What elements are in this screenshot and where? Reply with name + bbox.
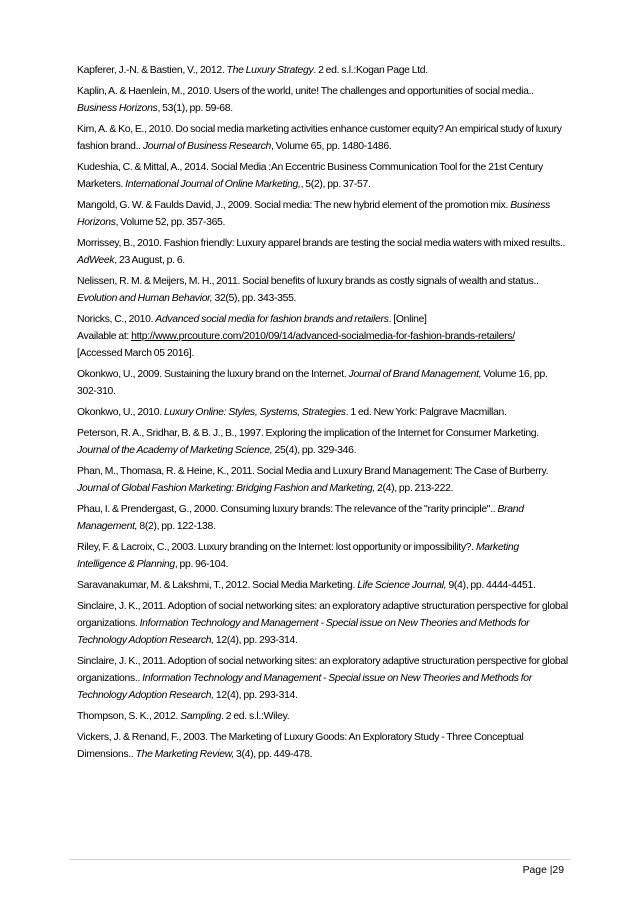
reference-text: Okonkwo, U., 2010. xyxy=(77,407,164,418)
reference-source-title: Sampling xyxy=(180,711,222,722)
reference-entry xyxy=(77,539,569,573)
reference-list xyxy=(77,62,569,767)
accessed-date: [Accessed March 05 2016]. xyxy=(77,348,194,359)
reference-entry xyxy=(77,83,569,117)
reference-source-title: Journal of Brand Management, xyxy=(348,369,482,380)
reference-entry xyxy=(77,197,569,231)
reference-entry xyxy=(77,577,569,594)
reference-details: , 23 August, p. 6. xyxy=(114,255,185,266)
reference-entry xyxy=(77,729,569,763)
reference-entry xyxy=(77,463,569,497)
reference-details: . 2 ed. s.l.:Wiley. xyxy=(221,711,290,722)
reference-text: Noricks, C., 2010. xyxy=(77,314,156,325)
reference-entry xyxy=(77,404,569,421)
reference-source-title: AdWeek xyxy=(77,255,115,266)
reference-details: 12(4), pp. 293-314. xyxy=(213,635,298,646)
reference-source-title: Business Horizons xyxy=(77,200,550,228)
reference-text: Phau, I. & Prendergast, G., 2000. Consuming luxury brands: The relevance of the "rarity principle".. xyxy=(77,504,498,515)
page-number: Page |29 xyxy=(522,865,564,876)
reference-details: 32(5), pp. 343-355. xyxy=(212,293,297,304)
reference-text: Kaplin, A. & Haenlein, M., 2010. Users of the world, unite! The challenges and opportunities of social media.. xyxy=(77,86,534,97)
reference-text: Kim, A. & Ko, E., 2010. Do social media marketing activities enhance customer equity? An empirical study of luxury fashion brand.. xyxy=(77,124,562,152)
reference-details: , 5(2), pp. 37-57. xyxy=(300,179,371,190)
reference-details: 3(4), pp. 449-478. xyxy=(233,749,313,760)
reference-entry xyxy=(77,366,569,400)
reference-details: , pp. 96-104. xyxy=(174,559,229,570)
reference-details: 9(4), pp. 4444-4451. xyxy=(446,580,536,591)
reference-details: , Volume 65, pp. 1480-1486. xyxy=(270,141,392,152)
reference-text: Sinclaire, J. K., 2011. Adoption of social networking sites: an exploratory adaptive structuration perspective for global organizations.. xyxy=(77,656,568,684)
reference-details: 25(4), pp. 329-346. xyxy=(272,445,357,456)
reference-entry xyxy=(77,62,569,79)
reference-entry xyxy=(77,653,569,704)
reference-details: 12(4), pp. 293-314. xyxy=(213,690,298,701)
reference-details: 8(2), pp. 122-138. xyxy=(137,521,216,532)
reference-text: Peterson, R. A., Sridhar, B. & B. J., B., 1997. Exploring the implication of the Internet for Consumer Marketing. xyxy=(77,428,539,439)
reference-text: Phan, M., Thomasa, R. & Heine, K., 2011. Social Media and Luxury Brand Management: The Case of Burberry. xyxy=(77,466,549,477)
reference-source-title: Evolution and Human Behavior, xyxy=(77,293,213,304)
reference-details: , 53(1), pp. 59-68. xyxy=(157,103,233,114)
reference-details: Volume 16, pp. 302-310. xyxy=(77,369,548,397)
reference-text: Saravanakumar, M. & Lakshmi, T., 2012. Social Media Marketing. xyxy=(77,580,358,591)
reference-text: Thompson, S. K., 2012. xyxy=(77,711,181,722)
reference-details: . 1 ed. New York: Palgrave Macmillan. xyxy=(345,407,507,418)
reference-source-title: Journal of Business Research xyxy=(142,141,271,152)
reference-entry xyxy=(77,311,569,362)
reference-source-title: Journal of the Academy of Marketing Science, xyxy=(77,445,273,456)
reference-text: Okonkwo, U., 2009. Sustaining the luxury brand on the Internet. xyxy=(77,369,349,380)
reference-source-title: Information Technology and Management - Special issue on New Theories and Methods for Technology Adoption Research, xyxy=(77,618,530,646)
reference-source-title: Journal of Global Fashion Marketing: Bridging Fashion and Marketing, xyxy=(77,483,375,494)
reference-source-title: Life Science Journal, xyxy=(357,580,447,591)
reference-entry xyxy=(77,273,569,307)
reference-details: 2(4), pp. 213-222. xyxy=(374,483,454,494)
reference-source-title: Marketing Intelligence & Planning xyxy=(77,542,519,570)
reference-entry xyxy=(77,235,569,269)
reference-source-title: Information Technology and Management - Special issue on New Theories and Methods for Technology Adoption Research, xyxy=(77,673,532,701)
footer-divider xyxy=(70,859,570,860)
reference-source-title: The Luxury Strategy xyxy=(226,65,314,76)
reference-text: Mangold, G. W. & Faulds David, J., 2009. Social media: The new hybrid element of the promotion mix. xyxy=(77,200,511,211)
reference-text: Morrissey, B., 2010. Fashion friendly: Luxury apparel brands are testing the social media waters with mixed results.. xyxy=(77,238,566,249)
reference-source-title: Brand Management, xyxy=(77,504,524,532)
reference-text: Kapferer, J.-N. & Bastien, V., 2012. xyxy=(77,65,227,76)
reference-source-title: The Marketing Review, xyxy=(135,749,234,760)
reference-entry xyxy=(77,425,569,459)
reference-entry xyxy=(77,708,569,725)
reference-details: . [Online] xyxy=(388,314,427,325)
reference-text: Nelissen, R. M. & Meijers, M. H., 2011. Social benefits of luxury brands as costly signals of wealth and status.. xyxy=(77,276,539,287)
reference-entry xyxy=(77,159,569,193)
reference-text: Kudeshia, C. & Mittal, A., 2014. Social Media :An Eccentric Business Communication Tool for the 21st Century Marketers. xyxy=(77,162,543,190)
reference-text: Sinclaire, J. K., 2011. Adoption of social networking sites: an exploratory adaptive structuration perspective for global organizations. xyxy=(77,601,568,629)
reference-source-title: Advanced social media for fashion brands and retailers xyxy=(155,314,389,325)
reference-text: Riley, F. & Lacroix, C., 2003. Luxury branding on the Internet: lost opportunity or impossibility?. xyxy=(77,542,476,553)
reference-source-title: Luxury Online: Styles, Systems, Strategies xyxy=(163,407,346,418)
reference-source-title: International Journal of Online Marketing, xyxy=(125,179,301,190)
reference-source-title: Business Horizons xyxy=(77,103,158,114)
reference-url-link[interactable]: http://www.prcouture.com/2010/09/14/advanced-socialmedia-for-fashion-brands-retailers/ xyxy=(131,331,515,342)
reference-entry xyxy=(77,121,569,155)
reference-details: . 2 ed. s.l.:Kogan Page Ltd. xyxy=(313,65,428,76)
available-at-label: Available at: xyxy=(77,331,132,342)
reference-entry xyxy=(77,598,569,649)
reference-text: Vickers, J. & Renand, F., 2003. The Marketing of Luxury Goods: An Exploratory Study - Three Conceptual Dimensions.. xyxy=(77,732,524,760)
reference-details: , Volume 52, pp. 357-365. xyxy=(115,217,226,228)
reference-entry xyxy=(77,501,569,535)
